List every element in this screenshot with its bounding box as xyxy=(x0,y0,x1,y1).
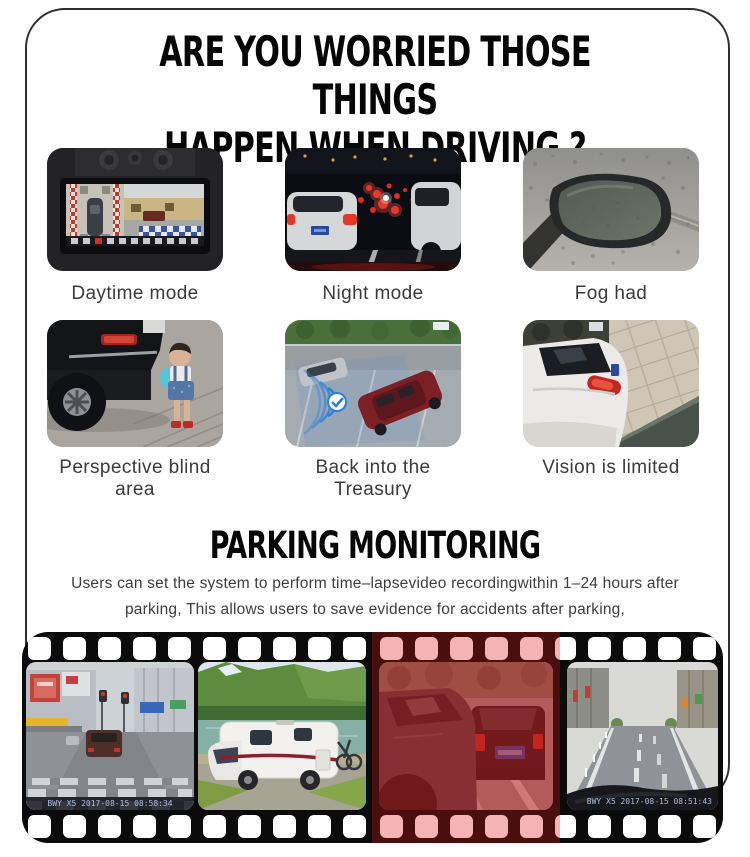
film-frame-city-street xyxy=(26,662,194,810)
worry-grid-row1 xyxy=(47,148,699,305)
description-line1: Users can set the system to perform time–lapsevideo recordingwithin 1–24 hours after xyxy=(71,575,679,592)
wide-road-illustration xyxy=(567,662,718,810)
film-perforations-bottom-red xyxy=(372,815,560,838)
worry-grid-row2 xyxy=(47,320,699,501)
page-title-line2: HAPPEN DRIVING xyxy=(163,123,560,172)
caption-back-treasury: Back into the Treasury xyxy=(315,457,431,500)
caption-fog-had: Fog had xyxy=(574,283,648,304)
parking-section-description xyxy=(0,571,750,623)
dashcam-timestamp-2: BWY X5 2017-08-15 08:51:43 xyxy=(586,797,712,806)
grid-cell-daytime-mode xyxy=(47,148,223,305)
film-frame-collision xyxy=(379,662,553,810)
grid-cell-vision-limited xyxy=(523,320,699,501)
film-strip xyxy=(22,632,723,843)
page-title-line1: ARE YOU WORRIED THOSE THINGS xyxy=(159,27,591,124)
vision-limited-photo xyxy=(523,320,699,447)
child-behind-suv-illustration xyxy=(47,320,223,447)
film-red-zone xyxy=(372,632,560,843)
camper-van-illustration xyxy=(198,662,366,810)
grid-cell-blind-area xyxy=(47,320,223,501)
grid-cell-night-mode xyxy=(285,148,461,305)
film-frame-camper-van xyxy=(198,662,366,810)
sonar-check-icon xyxy=(328,393,346,411)
reversing-sonar-illustration xyxy=(285,320,461,447)
night-mode-photo xyxy=(285,148,461,271)
daytime-mode-photo xyxy=(47,148,223,271)
back-treasury-photo xyxy=(285,320,461,447)
dashcam-timestamp: BWY X5 2017-08-15 08:58:34 xyxy=(47,799,173,808)
car-near-wall-illustration xyxy=(523,320,699,447)
caption-night-mode: Night mode xyxy=(322,283,424,304)
caption-vision-limited: Vision is limited xyxy=(542,457,680,478)
dashboard-360-camera-illustration xyxy=(47,148,223,271)
caption-blind-area: Perspective blind area xyxy=(59,457,211,500)
blind-area-photo xyxy=(47,320,223,447)
caption-daytime-mode: Daytime mode xyxy=(71,283,199,304)
city-street-illustration xyxy=(26,662,194,810)
film-frame-wide-road xyxy=(567,662,718,810)
grid-cell-back-treasury xyxy=(285,320,461,501)
red-tint-overlay xyxy=(379,662,553,810)
parking-section-heading: PARKING MONITORING xyxy=(209,524,541,567)
film-perforations-top-red xyxy=(372,637,560,660)
dashcam-timestamp-band xyxy=(26,797,194,810)
fog-had-photo xyxy=(523,148,699,271)
night-traffic-illustration xyxy=(285,148,461,271)
description-line2: parking, This allows users to save evidence for accidents after parking, xyxy=(124,601,626,618)
rainy-mirror-illustration xyxy=(523,148,699,271)
grid-cell-fog-had xyxy=(523,148,699,305)
